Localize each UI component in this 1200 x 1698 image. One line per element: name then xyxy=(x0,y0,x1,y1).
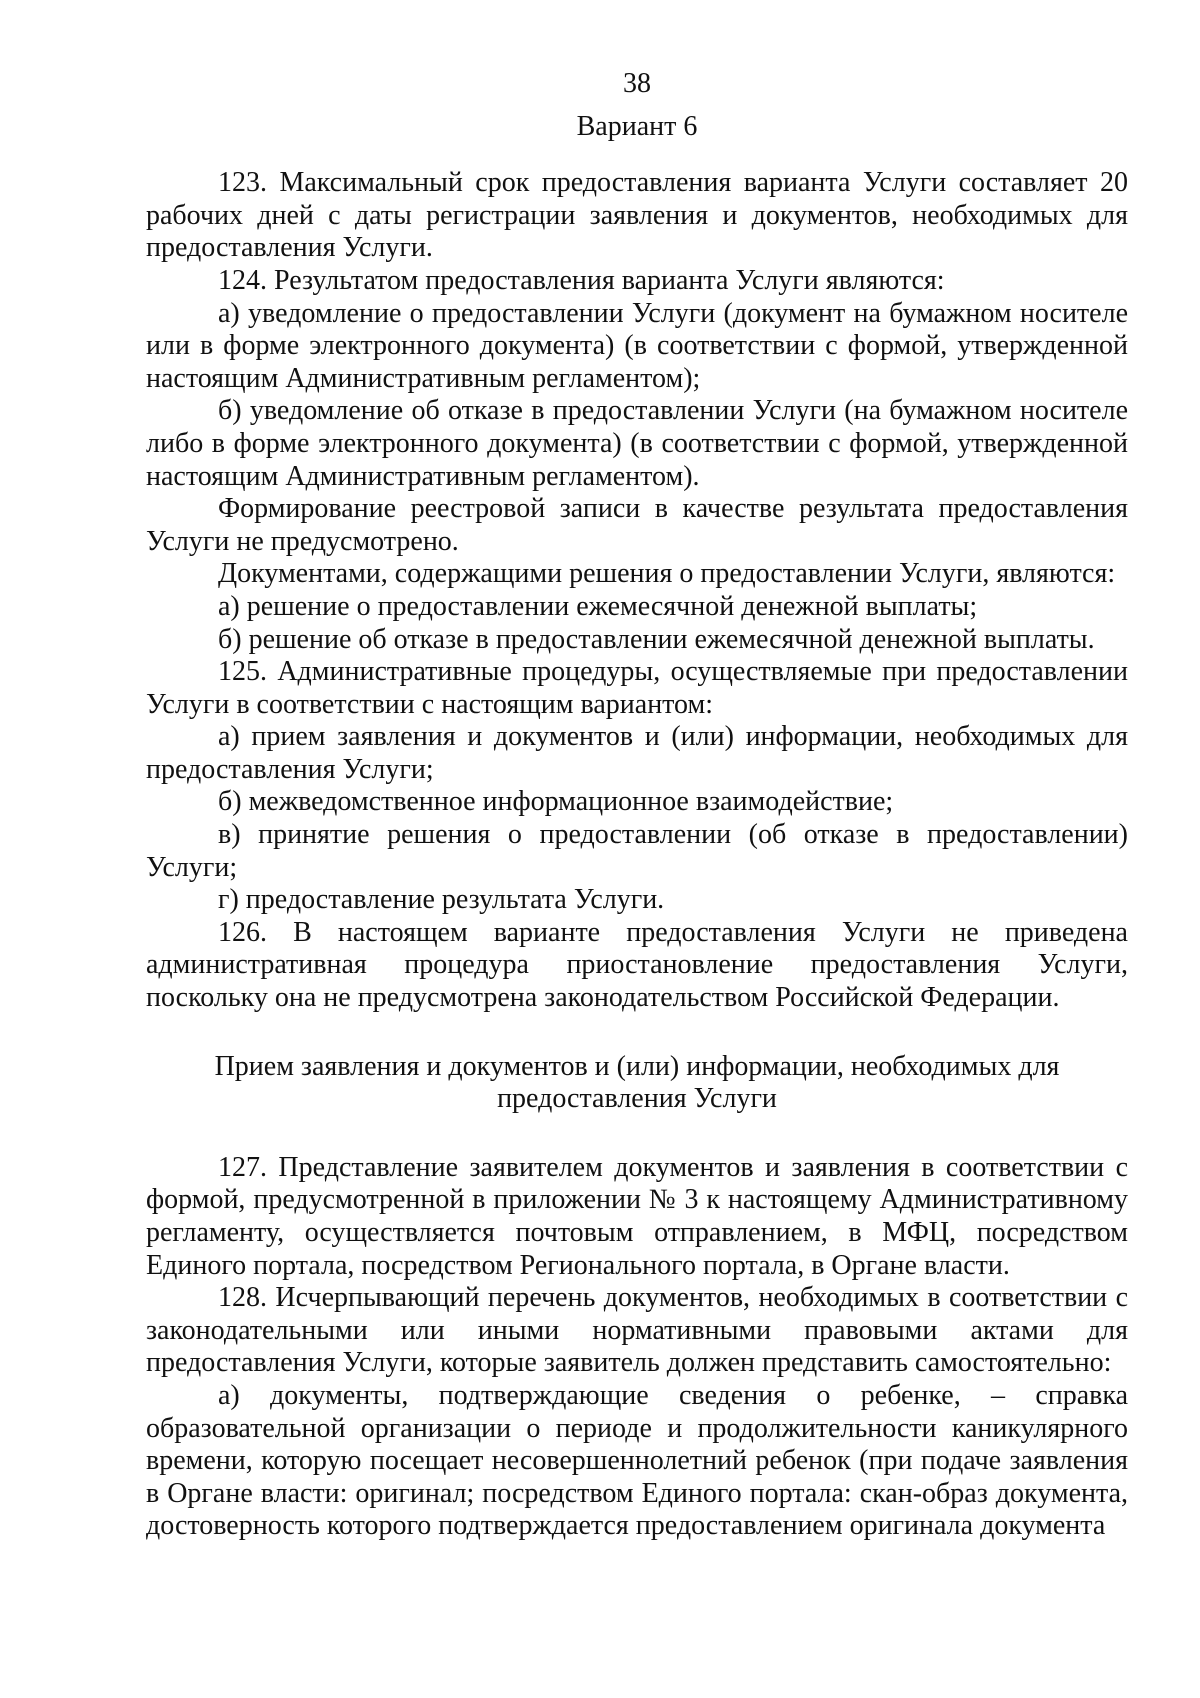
paragraph-124-b: б) уведомление об отказе в предоставлении Услуги (на бумажном носителе либо в форме электронного документа) (в соответствии с формой, утвержденной настоящим Административным регламентом). xyxy=(146,395,1128,492)
paragraph-128-a: а) документы, подтверждающие сведения о ребенке, – справка образовательной организации о периоде и продолжительности каникулярного времени, которую посещает несовершеннолетний ребенок (при подаче заявления в Органе власти: оригинал; посредством Единого портала: скан-образ документа, достоверность которого подтверждается предоставлением оригинала документа xyxy=(146,1379,1128,1542)
section-heading: Прием заявления и документов и (или) информации, необходимых для предоставления Услуги xyxy=(214,1050,1060,1115)
paragraph-decision-b: б) решение об отказе в предоставлении ежемесячной денежной выплаты. xyxy=(218,623,1095,655)
paragraph-124-a: а) уведомление о предоставлении Услуги (документ на бумажном носителе или в форме электронного документа) (в соответствии с формой, утвержденной настоящим Административным регламентом); xyxy=(146,297,1128,394)
paragraph-123: 123. Максимальный срок предоставления варианта Услуги составляет 20 рабочих дней с даты регистрации заявления и документов, необходимых для предоставления Услуги. xyxy=(146,167,1128,264)
paragraph-decision-documents: Документами, содержащими решения о предоставлении Услуги, являются: xyxy=(218,558,1116,590)
paragraph-126: 126. В настоящем варианте предоставления Услуги не приведена административная процедура приостановление предоставления Услуги, поскольку она не предусмотрена законодательством Российской Федерации. xyxy=(146,916,1128,1014)
paragraph-128: 128. Исчерпывающий перечень документов, необходимых в соответствии с законодательными или иными нормативными правовыми актами для предоставления Услуги, которые заявитель должен представить самостоятельно: xyxy=(146,1282,1128,1379)
paragraph-decision-a: а) решение о предоставлении ежемесячной денежной выплаты; xyxy=(218,590,978,622)
paragraph-registry-record: Формирование реестровой записи в качестве результата предоставления Услуги не предусмотрено. xyxy=(146,493,1128,557)
paragraph-124: 124. Результатом предоставления варианта Услуги являются: xyxy=(218,264,945,296)
paragraph-127: 127. Представление заявителем документов и заявления в соответствии с формой, предусмотренной в приложении № 3 к настоящему Административному регламенту, осуществляется почтовым отправлением, в МФЦ, посредством Единого портала, посредством Регионального портала, в Органе власти. xyxy=(146,1151,1128,1281)
page-content xyxy=(146,68,1128,1543)
paragraph-125-b: б) межведомственное информационное взаимодействие; xyxy=(218,786,894,818)
paragraph-125-c: в) принятие решения о предоставлении (об отказе в предоставлении) Услуги; xyxy=(146,819,1128,883)
page-number: 38 xyxy=(623,68,651,99)
paragraph-125-d: г) предоставление результата Услуги. xyxy=(218,884,665,916)
paragraph-125-a: а) прием заявления и документов и (или) информации, необходимых для предоставления Услуги; xyxy=(146,721,1128,785)
variant-title: Вариант 6 xyxy=(576,110,698,142)
paragraph-125: 125. Административные процедуры, осуществляемые при предоставлении Услуги в соответствии с настоящим вариантом: xyxy=(146,656,1128,720)
